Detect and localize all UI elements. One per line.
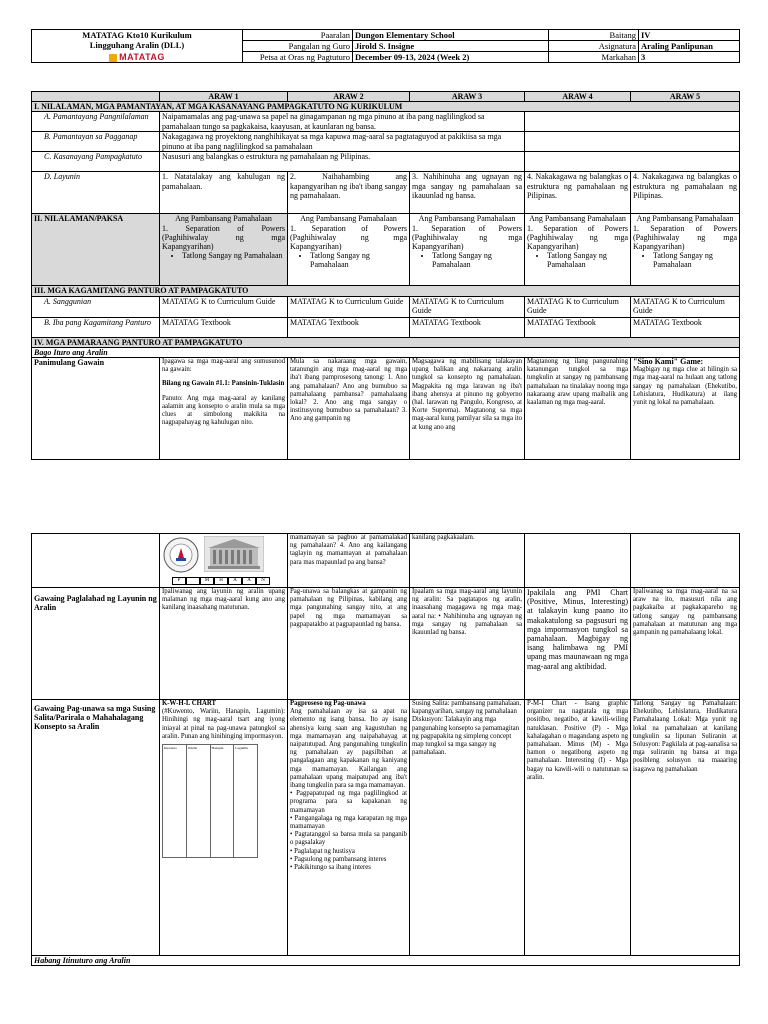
pamantayang-pangnilalaman-text: Naipamamalas ang pag-unawa sa papel na ginagampanan ng mga pinuno at iba pang naglilingkod sa pamahalaan tungo sa pagkakaisa, kaayusan, at kaunlaran ng bansa. [160,112,525,132]
kwhl-cell [160,700,288,956]
sanggunian-day-5: MATATAG K to Curriculum Guide [631,296,740,317]
paglalahad-day-5: Ipaliwanag sa mga mag-aaral na sa araw na ito, masusuri nila ang pagkakaiba at pagkakapareho ng tatlong sangay ng pambansang pamahalaan at matutunan ang mga gampanin ng pamahalaang lokal. [631,588,740,700]
nilalaman-day-5: Ang Pambansang Pamahalaan 1. Separation of Powers (Paghihiwalay ng mga Kapangyarihan) • Tatlong Sangay ng Pamahalaan [631,214,740,286]
dll-title: Lingguhang Aralin (DLL) [89,40,185,50]
sanggunian-day-3: MATATAG K to Curriculum Guide [410,296,525,317]
pamantayang-pangnilalaman-label: A. Pamantayang Pangnilalaman [32,112,160,132]
layunin-day-3: 3. Nahihinuha ang ugnayan ng mga sangay ng pamahalaan sa ikauunlad ng bansa. [410,172,525,214]
teacher-label: Pangalan ng Guro [243,41,353,52]
nilalaman-day-2: Ang Pambansang Pamahalaan 1. Separation of Powers (Paghihiwalay ng mga Kapangyarihan) • Tatlong Sangay ng Pamahalaan [288,214,410,286]
letter-box: M [200,577,214,585]
government-building-icon [204,536,264,572]
pmi-chart-cell: P-M-I Chart - Isang graphic organizer na nagtatala ng mga positibo, negatibo, at kawili-wiling natuklasan. Positive (P) - Mga kahalagahan o magandang aspeto ng pamahalaan. Minus (M) - Mga hamon o negatibong aspeto ng pamahalaan. Interesting (I) - Mga bagay na kawili-wili o natutunan sa aralin. [525,700,631,956]
section-3-title: III. MGA KAGAMITANG PANTURO AT PAMPAGKATUTO [32,286,740,296]
school-label: Paaralan [243,30,353,41]
nilalaman-day-3: Ang Pambansang Pamahalaan 1. Separation of Powers (Paghihiwalay ng mga Kapangyarihan) • Tatlong Sangay ng Pamahalaan [410,214,525,286]
day-5-concepts-cell: Tatlong Sangay ng Pamahalaan: Ehekutibo, Lehislatura, Hudikatura Pamahalaang Lokal: Mga yunit ng lokal na pamahalaan at kanilang tungkulin sa lipunan Suliranin at Solusyon: Pagkilala at pag-aanalisa sa mga suliranin ng bansa at mga posibleng solusyon na maaaring isagawa ng pamahalaan [631,700,740,956]
paglalahad-day-1: Ipaliwanag ang layunin ng aralin upang malaman ng mga mag-aaral kung ano ang kanilang inaasahang matutunan. [160,588,288,700]
pagproseso-title: Pagproseso ng Pag-unawa [290,700,366,707]
section-4-title: IV. MGA PAMARAANG PANTURO AT PAMPAGKATUTO [32,337,740,347]
layunin-day-1: 1. Natatalakay ang kahulugan ng pamahalaan. [160,172,288,214]
kagamitan-day-2: MATATAG Textbook [288,317,410,337]
panimulang-gawain-label: Panimulang Gawain [32,358,160,460]
nilalaman-day-4: Ang Pambansang Pamahalaan 1. Separation of Powers (Paghihiwalay ng mga Kapangyarihan) • Tatlong Sangay ng Pamahalaan [525,214,631,286]
panimula-day-3-cont: kanilang pagkakaalam. [410,534,525,588]
panimula-day-3: Magsagawa ng mabilisang talakayan upang balikan ang nakaraang aralin tungkol sa konsepto ng pamahalaan. Magpakita ng mga larawan ng iba't ibang ahensya at pinuno ng gobyerno (hal. larawan ng Pangulo, Kongreso, at Korte Suprema). Magtanong sa mga mag-aaral kung pamilyar sila sa mga ito at kung ano ang [410,358,525,460]
letter-box: P [172,577,186,585]
paglalahad-day-4: Ipakilala ang PMI Chart (Positive, Minus, Interesting) at talakayin kung paano ito makakatulong sa pagsusuri ng mga impormasyon tungkol sa pamahalaan. Magbigay ng isang halimbawa ng PMI upang mas maunawaan ng mga mag-aaral ang aktibidad. [525,588,631,700]
dll-header-table [31,29,740,63]
quarter-label: Markahan [549,52,639,63]
susing-salita-cell: Susing Salita: pambansang pamahalaan, kapangyarihan, sangay ng pamahalaan Diskusyon: Talakayin ang mga pangunahing konsepto sa pamamagitan ng pagpapakita ng simpleng concept map tungkol sa mga sangay ng pamahalaan. [410,700,525,956]
pag-unawa-label: Gawaing Pag-unawa sa mga Susing Salita/Parirala o Mahahalagang Konsepto sa Aralin [32,700,160,956]
paglalahad-day-3: Ipaalam sa mga mag-aaral ang layunin ng aralin: Sa pagtatapos ng aralin, inaasahang magagawa ng mga mag-aaral na: • Nahihinuha ang ugnayan ng mga sangay ng pamahalaan sa ikauunlad ng bansa. [410,588,525,700]
panimula-day-5: "Sino Kami" Game: Magbigay ng mga clue at hilingin sa mga mag-aaral na hulaan ang tatlong sangay ng pamahalaan (Ehekutibo, Lehislatura, Hudikatura) at ilang yunit ng lokal na pamahalaan. [631,358,740,460]
pagproseso-cell: Pagproseso ng Pag-unawa Ang pamahalaan ay isa sa apat na elemento ng isang bansa. Ito ay isang ahensiya kung saan ang kagustuhan ng mga mamamayan ang naipahahayag at naipatutupad. Ang pangunahing tungkulin ng pamahalaan ay pagsilbihan at pangalagaan ang kapakanan ng kaniyang mga mamamayan. Kailangan ang pamahalaan upang maipatupad ang iba't ibang tungkulin para sa mga mamamayan. • Pagpapatupad ng mga paglilingkod at programa para sa kapakanan ng mamamayan • Pangangalaga ng mga karapatan ng mga mamamayan • Pagtatanggol sa bansa mula sa panganib o pagsalakay • Paglalapat ng hustisya • Pagsulong ng pambansang interes • Pakikitungo sa ibang interes [288,700,410,956]
sanggunian-day-2: MATATAG K to Curriculum Guide [288,296,410,317]
day-3-header: ARAW 3 [410,92,525,102]
panimula-day-2: Mula sa nakaraang mga gawain, tatanungin ang mga mag-aaral ng mga iba't ibang pamprosesong tanong: 1. Ano ang pamahalaan? Ano ang bumubuo sa pamahalaang pambansa? pamahalaang lokal? 2. Ano ang mga sangay o institusyong bumubuo sa pamahalaan? 3. Ano ang gampanin ng [288,358,410,460]
kwhl-chart: Kuwento Wariin Hanapin Lagumin [162,744,258,858]
clue-images-cell [160,534,288,588]
program-title: MATATAG Kto10 Kurikulum [82,30,192,40]
pamantayan-sa-pagganap-text: Nakagagawa ng proyektong nanghihikayat sa mga kapuwa mag-aaral sa pagtataguyod at pakikiisa sa mga pinuno at iba pang naglilingkod sa pamahalaan [160,132,525,152]
kagamitan-day-5: MATATAG Textbook [631,317,740,337]
habang-itinuturo-label: Habang Itinuturo ang Aralin [32,956,740,966]
paglalahad-label: Gawaing Paglalahad ng Layunin ng Aralin [32,588,160,700]
day-4-header: ARAW 4 [525,92,631,102]
nilalaman-day-1: Ang Pambansang Pamahalaan 1. Separation of Powers (Paghihiwalay ng mga Kapangyarihan) • Tatlong Sangay ng Pamahalaan [160,214,288,286]
paglalahad-day-2: Pag-unawa sa balangkas at gampanin ng pamahalaan ng Pilipinas, kabilang ang mga pangunahing sangay nito, at ang papel ng mga mamamayan sa pagpapatakbo at pagpapaunlad ng bansa. [288,588,410,700]
kagamitan-day-3: MATATAG Textbook [410,317,525,337]
date-value: December 09-13, 2024 (Week 2) [353,52,549,63]
teacher-value: Jirold S. Insigne [353,41,549,52]
days-header-row [32,92,740,102]
school-value: Dungon Elementary School [353,30,549,41]
layunin-day-5: 4. Nakakagawa ng balangkas o estruktura ng pamahalaan ng Pilipinas. [631,172,740,214]
sanggunian-label: A. Sanggunian [32,296,160,317]
government-seal-icon [162,536,200,574]
date-label: Petsa at Oras ng Pagtuturo [243,52,353,63]
kagamitan-day-1: MATATAG Textbook [160,317,288,337]
kagamitan-day-4: MATATAG Textbook [525,317,631,337]
kasanayang-pampagkatuto-label: C. Kasanayang Pampagkatuto [32,152,160,172]
section-1-title: I. NILALAMAN, MGA PAMANTAYAN, AT MGA KASANAYANG PAMPAGKATUTO NG KURIKULUM [32,102,740,112]
iba-pang-kagamitan-label: B. Iba pang Kagamitang Panturo [32,317,160,337]
day-2-header: ARAW 2 [288,92,410,102]
subject-label: Asignatura [549,41,639,52]
bago-ituro-label: Bago Ituro ang Aralin [32,347,740,357]
day-1-header: ARAW 1 [160,92,288,102]
panuto-text: Panuto: Ang mga mag-aaral ay kanilang aalamin ang konsepto o aralin mula sa mga clues at simbolong makikita na nagpapahayag ng kahulugan nito. [162,394,285,427]
bilang-ng-gawain: Bilang ng Gawain #1.1: Pansinin-Tuklasin [162,380,285,388]
panimula-day-4: Magtanong ng ilang pangunahing katanungan tungkol sa mga tungkulin at sangay ng pambansang pamahalaan na tinalakay noong mga nakaraang araw upang maibalik ang kaalaman ng mga mag-aaral. [525,358,631,460]
sino-kami-title: "Sino Kami" Game: [633,357,704,367]
matatag-logo: MATATAG [34,52,240,62]
layunin-day-4: 4. Nakakagawa ng balangkas o estruktura ng pamahalaan ng Pilipinas. [525,172,631,214]
pamantayan-sa-pagganap-label: B. Pamantayan sa Pagganap [32,132,160,152]
day-5-header: ARAW 5 [631,92,740,102]
layunin-day-2: 2. Naihahambing ang kapangyarihan ng iba't ibang sangay ng pamahalaan. [288,172,410,214]
grade-value: IV [639,30,740,41]
layunin-label: D. Layunin [32,172,160,214]
dll-continued-table [31,533,740,966]
sanggunian-day-4: MATATAG K to Curriculum Guide [525,296,631,317]
letter-box: A [228,577,242,585]
letter-box: N [256,577,270,585]
sanggunian-day-1: MATATAG K to Curriculum Guide [160,296,288,317]
letter-boxes [172,577,285,585]
program-logo-cell [32,30,243,63]
letter-box [186,577,200,585]
letter-box: A [242,577,256,585]
grade-label: Baitang [549,30,639,41]
section-2-title: II. NILALAMAN/PAKSA [32,214,160,286]
kwhl-text: (#Kuwento, Wariin, Hanapin, Lagumin): Hinihingi ng mag-aaral tsart ang iyong iniayal at pinal na pag-unawa patungkol sa aralin. Punan ang hinihinging impormasyon. [162,708,285,740]
subject-value: Araling Panlipunan [639,41,740,52]
letter-box: H [214,577,228,585]
panimula-day-1: Ipagawa sa mga mag-aaral ang sumusunod na gawain: Bilang ng Gawain #1.1: Pansinin-Tuklasin Panuto: Ang mga mag-aaral ay kanilang aalamin ang konsepto o aralin mula sa mga clues at simbolong makikita na nagpapahayag ng kahulugan nito. [160,358,288,460]
panimula-day-2-cont: mamamayan sa pagbuo at pamamalakad ng pamahalaan? 4. Ano ang kailangang taglayin ng mamamayan at pamahalaan para mas mapaunlad pa ang bansa? [288,534,410,588]
quarter-value: 3 [639,52,740,63]
dll-main-table [31,91,740,460]
kasanayang-pampagkatuto-text: Nasusuri ang balangkas o estruktura ng pamahalaan ng Pilipinas. [160,152,525,172]
kwhl-title: K-W-H-L CHART [162,700,217,707]
logo-mark-icon [109,54,117,62]
